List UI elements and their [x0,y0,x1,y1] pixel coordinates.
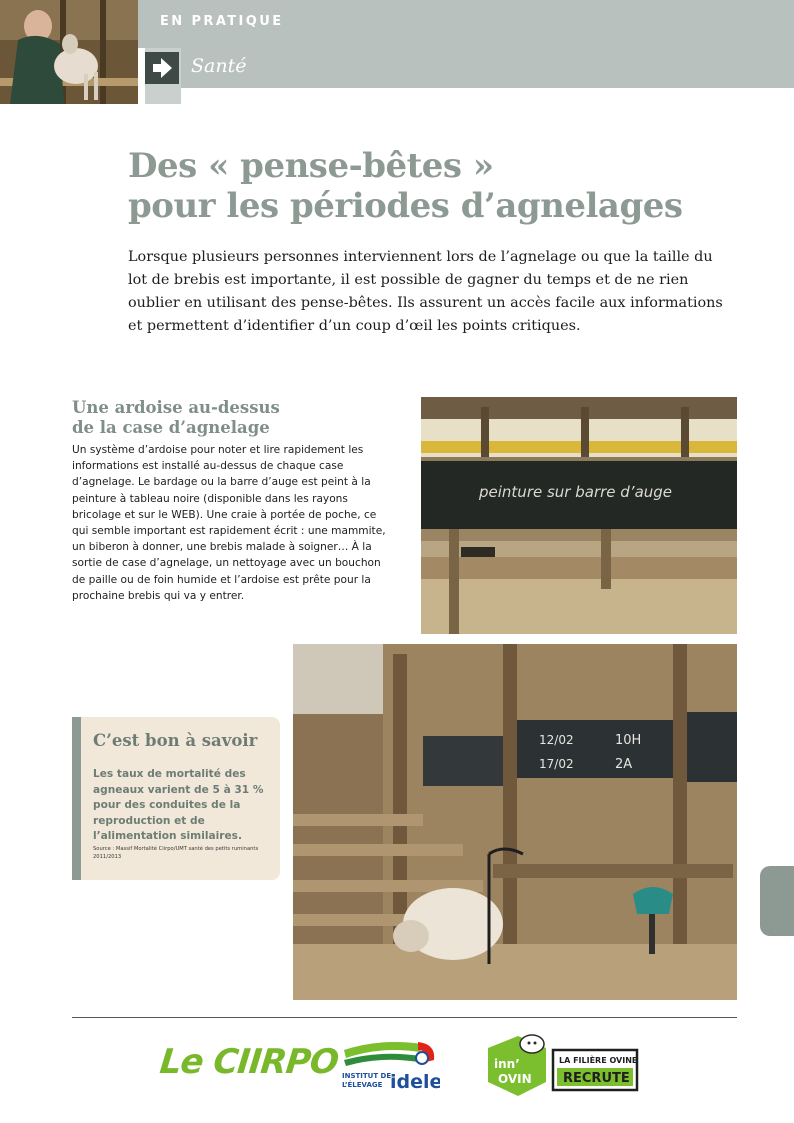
innovin-logo [482,1030,552,1100]
good-to-know-text: Les taux de mortalité des agneaux varient de 5 à 31 % pour des conduites de la reproduction et de l’alimentation similaires. [93,768,264,843]
header-rubric: Santé [191,55,247,77]
lambing-pen-photo [293,644,737,1000]
idele-logo [340,1036,440,1096]
shepherd-with-lamb-photo [0,0,138,104]
page-title-line2: pour les périodes d’agnelages [128,186,683,226]
good-to-know-box [72,717,280,880]
section-title [72,398,372,438]
page-title-line1: Des « pense-bêtes » [128,146,494,186]
arrow-right-icon [145,52,179,84]
recrute-line2: RECRUTE [563,1071,630,1086]
header-arrow-box [145,52,179,84]
side-tab [760,866,794,936]
chalk-row1-date: 12/02 [539,733,574,747]
trough-chalkboard-photo [421,397,737,634]
intro-paragraph: Lorsque plusieurs personnes interviennent lors de l’agnelage ou que la taille du lot de brebis est importante, il est possible de gagner du temps et de ne rien oublier en utilisant des pense-bêtes. Ils assurent un accès facile aux informations et permettent d’identifier d’un coup d’œil les points critiques. [128,249,723,334]
recrute-logo [551,1046,639,1092]
good-to-know-source: Source : Massif Mortalité Ciirpo/UMT santé des petits ruminants 2011/2013 [93,846,259,860]
chalk-row2-value: 2A [615,757,633,772]
idele-brand: idele [390,1071,440,1093]
footer-rule [72,1017,737,1018]
header-photo [0,0,138,104]
cirpo-logo: Le CIIRPO [157,1042,340,1082]
recrute-line1: LA FILIÈRE OVINE [559,1056,638,1065]
idele-line1: INSTITUT DE [342,1072,392,1080]
page-title [128,146,768,226]
section-title-line1: Une ardoise au-dessus [72,398,280,417]
idele-line2: L’ÉLEVAGE [342,1081,383,1089]
chalk-row2-date: 17/02 [539,757,574,771]
section-body: Un système d’ardoise pour noter et lire rapidement les informations est installé au-dessus de chaque case d’agnelage. Le bardage ou la barre d’auge est peint à la peinture à tableau noire (disponible dans les rayons bricolage et sur le WEB). Une craie à portée de poche, ce qui semble important est rapidement écrit : une mammite, un biberon à donner, une brebis malade à soigner… À la sortie de case d’agnelage, un nettoyage avec un bouchon de paille ou de foin humide et l’ardoise est prête pour la prochaine brebis qui va y entrer. [72,444,386,602]
section-title-line2: de la case d’agnelage [72,418,270,437]
chalk-row1-value: 10H [615,733,642,748]
header-kicker: EN PRATIQUE [160,14,284,29]
innovin-text-a: inn’ [494,1057,520,1071]
good-to-know-title: C’est bon à savoir [93,731,258,750]
innovin-text-b: OVIN [498,1072,532,1086]
chalk-text: peinture sur barre d’auge [479,483,673,501]
